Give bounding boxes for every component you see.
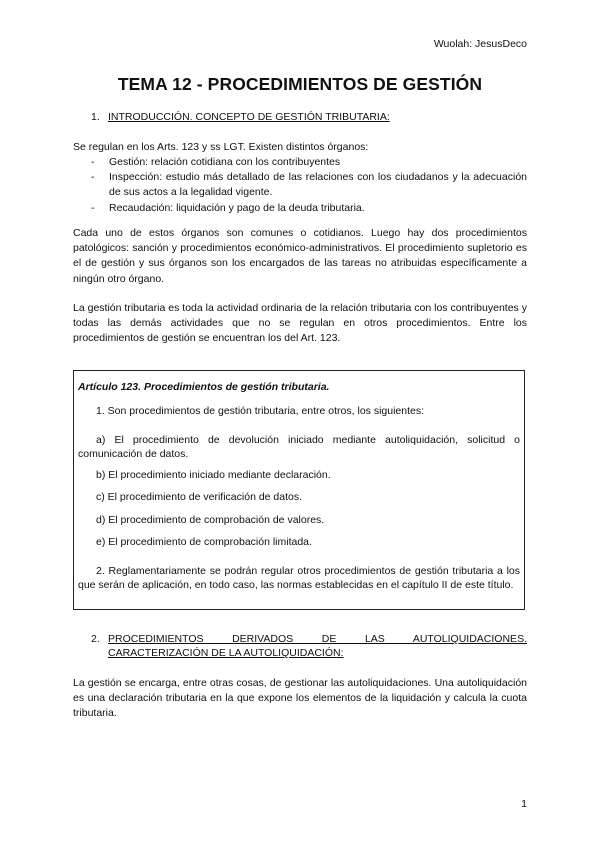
article-paragraph-2: 2. Reglamentariamente se podrán regular otros procedimientos de gestión tributaria a los que serán de aplicación, en todo caso, las normas establecidas en el capítulo II de este título. [78,565,520,591]
section-1-intro: Se regulan en los Arts. 123 y ss LGT. Existen distintos órganos: [73,141,369,153]
list-dash: - [91,171,95,184]
article-123-box [73,370,525,610]
article-item-a: a) El procedimiento de devolución iniciado mediante autoliquidación, solicitud o comunicación de datos. [78,434,520,460]
article-paragraph-1: 1. Son procedimientos de gestión tributaria, entre otros, los siguientes: [96,405,425,417]
paragraph-autoliquidacion: La gestión se encarga, entre otras cosas, de gestionar las autoliquidaciones. Una autoliquidación es una declaración tributaria en la que expone los elementos de la liquidación y calcula la cuota tributaria. [73,677,527,720]
article-title: Artículo 123. Procedimientos de gestión tributaria. [78,381,330,393]
article-item-d: d) El procedimiento de comprobación de valores. [96,514,325,526]
page-title: TEMA 12 - PROCEDIMIENTOS DE GESTIÓN [117,74,483,94]
article-item-c: c) El procedimiento de verificación de datos. [96,491,303,503]
organs-list [91,155,527,216]
list-item [91,170,527,200]
section-1-title: INTRODUCCIÓN. CONCEPTO DE GESTIÓN TRIBUTARIA: [108,111,390,123]
list-dash: - [91,156,95,168]
list-dash: - [91,201,95,214]
list-item-text: Recaudación: liquidación y pago de la deuda tributaria. [109,201,365,214]
article-item-b: b) El procedimiento iniciado mediante declaración. [96,469,331,481]
list-item-text: Gestión: relación cotidiana con los contribuyentes [109,156,341,168]
author-watermark: Wuolah: JesusDeco [433,38,527,50]
section-2-title-line-1: PROCEDIMIENTOS DERIVADOS DE LAS AUTOLIQUIDACIONES. [108,633,527,645]
list-item [91,155,527,170]
list-item [91,201,527,216]
section-1-number: 1. [91,111,100,123]
list-item-text: Inspección: estudio más detallado de las relaciones con los ciudadanos y la adecuación de sus actos a la legalidad vigente. [109,171,527,199]
section-2-number: 2. [91,633,100,645]
article-item-e: e) El procedimiento de comprobación limitada. [96,536,312,548]
section-2-title-line-2: CARACTERIZACIÓN DE LA AUTOLIQUIDACIÓN: [108,647,344,659]
paragraph-organs: Cada uno de estos órganos son comunes o cotidianos. Luego hay dos procedimientos patológicos: sanción y procedimientos económico-administrativos. El procedimiento supletorio es el de gestión y sus órganos son los encargados de las tareas no atribuidas específicamente a ningún otro órgano. [73,227,527,285]
page-number: 1 [521,798,527,810]
paragraph-gestion: La gestión tributaria es toda la actividad ordinaria de la relación tributaria con los contribuyentes y todas las demás actividades que no se regulan en otros procedimientos. Entre los procedimientos de gestión se encuentran los del Art. 123. [73,302,527,345]
